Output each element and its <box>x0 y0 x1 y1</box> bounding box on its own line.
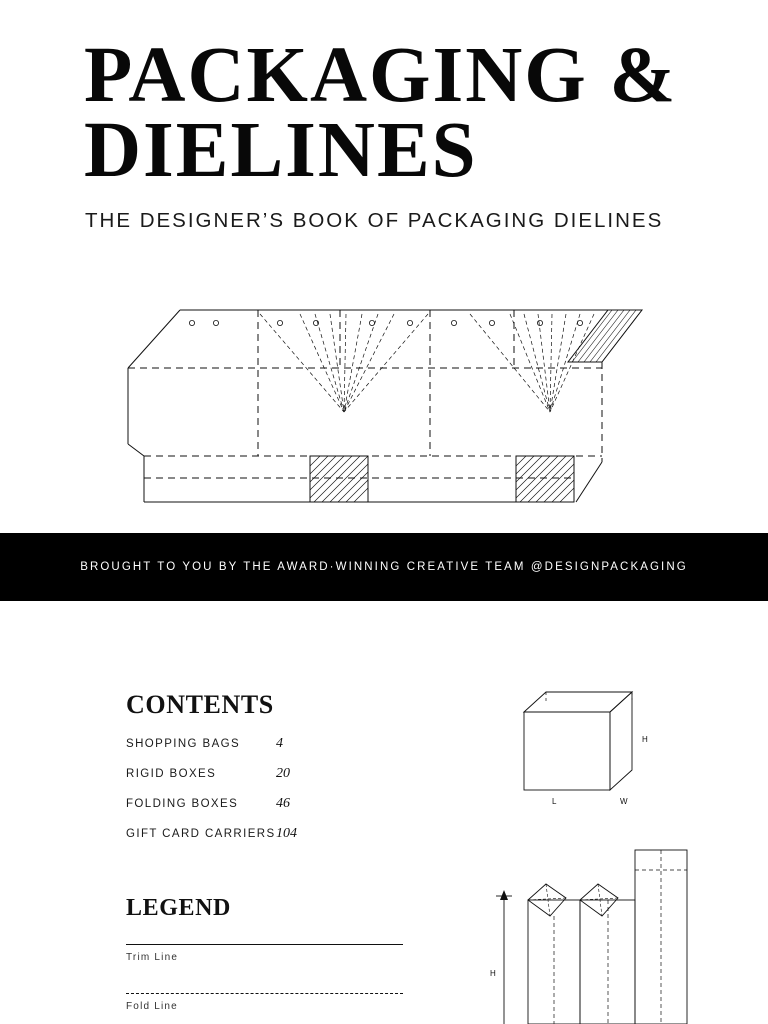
legend-label: Fold Line <box>126 1001 178 1012</box>
toc-label: RIGID BOXES <box>126 768 217 780</box>
page-title-line-1: PACKAGING & <box>84 32 678 119</box>
bag-label-h: H <box>490 969 496 978</box>
legend-label: Trim Line <box>126 952 179 963</box>
toc-page-number: 46 <box>276 796 290 811</box>
legend-heading: LEGEND <box>126 895 231 921</box>
legend-item-trim-line <box>126 944 436 963</box>
trim-line-sample <box>126 944 403 945</box>
legend-item-fold-line <box>126 993 436 1012</box>
shopping-bag-dieline <box>480 840 710 1024</box>
fold-line-sample <box>126 993 403 994</box>
list-item[interactable] <box>126 826 436 842</box>
promo-banner <box>0 533 768 601</box>
folding-box-dieline <box>110 296 670 521</box>
legend-section <box>126 895 436 1022</box>
cube-label-h: H <box>642 735 648 744</box>
box-dimension-diagram <box>516 686 676 816</box>
cube-label-l: L <box>552 797 557 806</box>
contents-section <box>126 690 436 856</box>
toc-label: SHOPPING BAGS <box>126 738 241 750</box>
promo-banner-text: BROUGHT TO YOU BY THE AWARD·WINNING CREATIVE TEAM @DESIGNPACKAGING <box>80 561 688 573</box>
list-item[interactable] <box>126 736 436 752</box>
page-subtitle: THE DESIGNER’S BOOK OF PACKAGING DIELINES <box>85 209 664 233</box>
list-item[interactable] <box>126 766 436 782</box>
toc-label: GIFT CARD CARRIERS <box>126 828 276 840</box>
toc-page-number: 104 <box>276 826 297 841</box>
list-item[interactable] <box>126 796 436 812</box>
toc-page-number: 4 <box>276 736 283 751</box>
contents-heading: CONTENTS <box>126 690 274 719</box>
toc-label: FOLDING BOXES <box>126 798 239 810</box>
cube-label-w: W <box>620 797 628 806</box>
page-title-line-2: DIELINES <box>84 106 478 194</box>
cover-header <box>0 0 768 233</box>
toc-page-number: 20 <box>276 766 290 781</box>
title-block <box>0 0 768 194</box>
